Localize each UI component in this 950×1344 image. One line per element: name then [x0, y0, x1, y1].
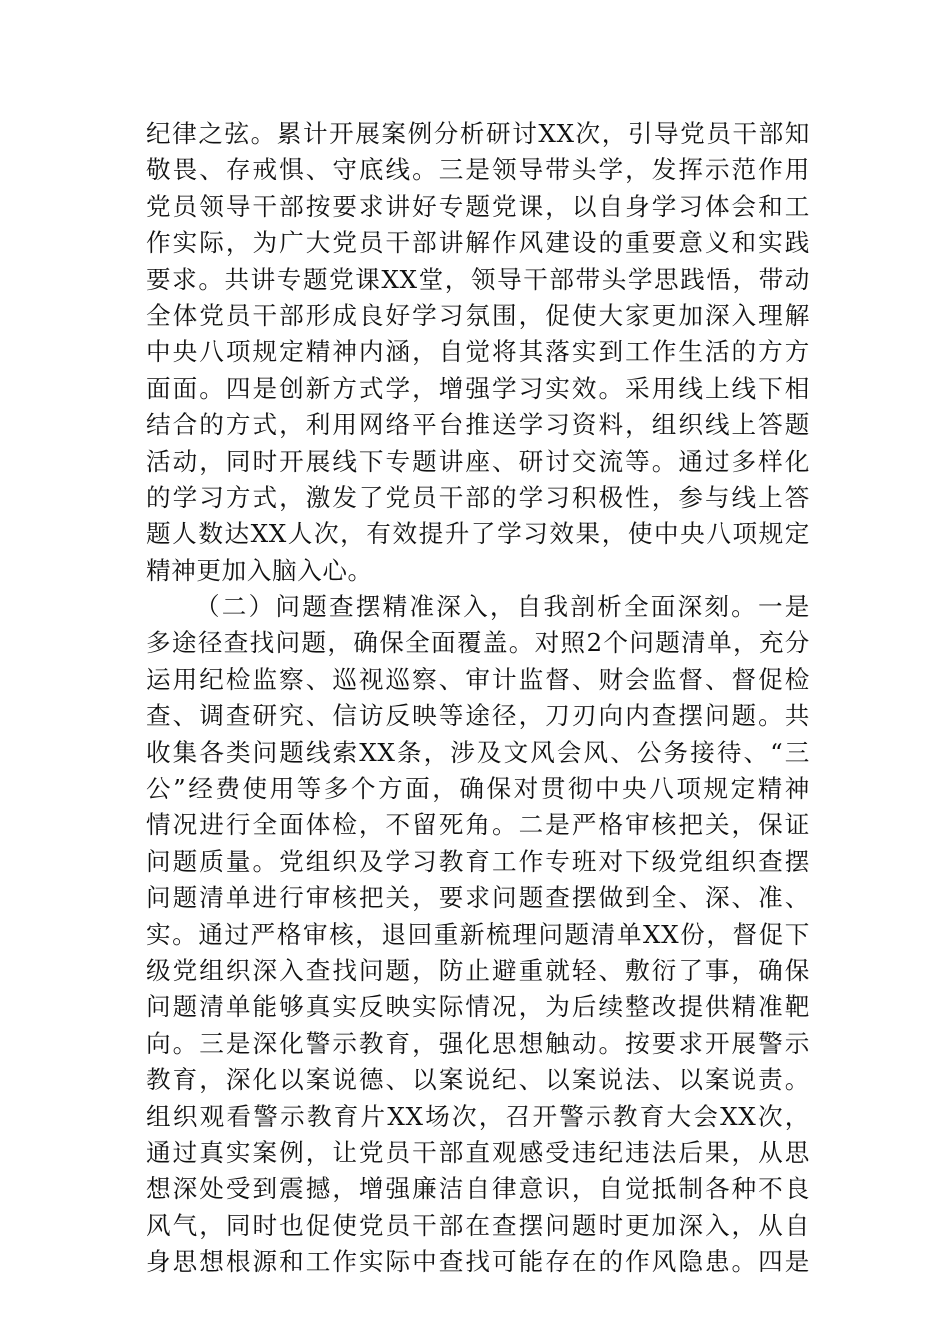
text-line: 公”经费使用等多个方面，确保对贯彻中央八项规定精神 — [146, 774, 810, 804]
text-line: 问题清单进行审核把关，要求问题查摆做到全、深、准、 — [146, 883, 810, 913]
text-line: 收集各类问题线索XX条，涉及文风会风、公务接待、“三 — [146, 737, 810, 767]
text-line: 多途径查找问题，确保全面覆盖。对照2个问题清单，充分 — [146, 628, 810, 658]
text-line: 的学习方式，激发了党员干部的学习积极性，参与线上答 — [146, 482, 810, 512]
text-line: 全体党员干部形成良好学习氛围，促使大家更加深入理解 — [146, 300, 810, 330]
text-line: 想深处受到震撼，增强廉洁自律意识，自觉抵制各种不良 — [146, 1174, 810, 1204]
text-line: 风气，同时也促使党员干部在查摆问题时更加深入，从自 — [146, 1210, 810, 1240]
text-line: 教育，深化以案说德、以案说纪、以案说法、以案说责。 — [146, 1065, 810, 1095]
text-line: 面面。四是创新方式学，增强学习实效。采用线上线下相 — [146, 373, 810, 403]
text-line: 问题清单能够真实反映实际情况，为后续整改提供精准靶 — [146, 992, 810, 1022]
text-line: 运用纪检监察、巡视巡察、审计监督、财会监督、督促检 — [146, 664, 810, 694]
text-line: 活动，同时开展线下专题讲座、研讨交流等。通过多样化 — [146, 446, 810, 476]
text-line: 作实际，为广大党员干部讲解作风建设的重要意义和实践 — [146, 228, 810, 258]
text-line: 实。通过严格审核，退回重新梳理问题清单XX份，督促下 — [146, 919, 810, 949]
text-line: 纪律之弦。累计开展案例分析研讨XX次，引导党员干部知 — [146, 119, 810, 148]
text-line: 敬畏、存戒惧、守底线。三是领导带头学，发挥示范作用 — [146, 155, 810, 185]
text-line: 党员领导干部按要求讲好专题党课，以自身学习体会和工 — [146, 191, 810, 221]
section-heading-line: （二）问题查摆精准深入，自我剖析全面深刻。一是 — [195, 592, 810, 622]
text-line: 题人数达XX人次，有效提升了学习效果，使中央八项规定 — [146, 519, 810, 549]
text-line: 问题质量。党组织及学习教育工作专班对下级党组织查摆 — [146, 846, 810, 876]
text-line: 组织观看警示教育片XX场次，召开警示教育大会XX次， — [146, 1101, 810, 1131]
text-line: 情况进行全面体检，不留死角。二是严格审核把关，保证 — [146, 810, 810, 840]
paragraph-end-line: 精神更加入脑入心。 — [146, 555, 373, 585]
text-line: 通过真实案例，让党员干部直观感受违纪违法后果，从思 — [146, 1137, 810, 1167]
text-line: 身思想根源和工作实际中查找可能存在的作风隐患。四是 — [146, 1247, 810, 1277]
text-line: 结合的方式，利用网络平台推送学习资料，组织线上答题 — [146, 410, 810, 440]
text-line: 级党组织深入查找问题，防止避重就轻、敷衍了事，确保 — [146, 955, 810, 985]
text-line: 查、调查研究、信访反映等途径，刀刃向内查摆问题。共 — [146, 701, 810, 731]
body-text — [146, 116, 810, 1281]
text-line: 要求。共讲专题党课XX堂，领导干部带头学思践悟，带动 — [146, 264, 810, 294]
text-line: 向。三是深化警示教育，强化思想触动。按要求开展警示 — [146, 1028, 810, 1058]
text-line: 中央八项规定精神内涵，自觉将其落实到工作生活的方方 — [146, 337, 810, 367]
